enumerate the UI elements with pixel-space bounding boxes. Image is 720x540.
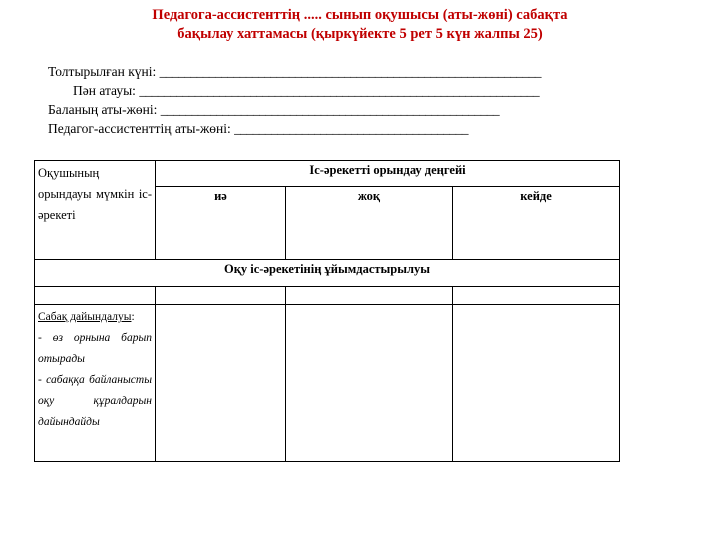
table-row bbox=[35, 287, 620, 305]
table-row bbox=[35, 305, 620, 462]
field-assistant-name bbox=[48, 119, 700, 138]
field-child-name bbox=[48, 100, 700, 119]
field-assistant-name-label: Педагог-ассистенттің аты-жөні: bbox=[48, 121, 231, 136]
spacer-cell-sometimes[interactable] bbox=[453, 287, 620, 305]
page-title bbox=[0, 0, 720, 44]
spacer-cell-yes[interactable] bbox=[156, 287, 286, 305]
header-level-group-label: Іс-әрекетті орындау деңгейі bbox=[156, 161, 620, 187]
list-item: - өз орнына барып отырады bbox=[38, 332, 152, 365]
field-subject-name-input-rule[interactable]: _________________________________________________________________ bbox=[139, 83, 540, 98]
title-line-2: бақылау хаттамасы (қыркүйекте 5 рет 5 күн жалпы 25) bbox=[177, 26, 543, 42]
header-left-column-label: Оқушының орындауы мүмкін іс-әрекеті bbox=[35, 161, 156, 260]
header-level-sometimes: кейде bbox=[453, 187, 620, 260]
cell-sometimes[interactable] bbox=[453, 305, 620, 462]
section-band-label: Оқу іс-әрекетінің ұйымдастырылуы bbox=[35, 260, 620, 287]
field-date-filled-label: Толтырылған күні: bbox=[48, 64, 157, 79]
field-subject-name-label: Пән атауы: bbox=[73, 83, 136, 98]
list-item: - сабаққа байланысты оқу құралдарын дайындайды bbox=[38, 374, 152, 428]
table-header-group-row bbox=[35, 161, 620, 187]
field-date-filled bbox=[48, 62, 700, 81]
row-lead-label: Сабақ дайындалуы bbox=[38, 311, 132, 323]
cell-yes[interactable] bbox=[156, 305, 286, 462]
field-child-name-label: Баланың аты-жөні: bbox=[48, 102, 158, 117]
row-label-cell bbox=[35, 305, 156, 462]
spacer-cell-left bbox=[35, 287, 156, 305]
table-section-band-row bbox=[35, 260, 620, 287]
field-child-name-input-rule[interactable]: _______________________________________________________ bbox=[160, 102, 500, 117]
field-subject-name bbox=[48, 81, 700, 100]
spacer-cell-no[interactable] bbox=[286, 287, 453, 305]
observation-table bbox=[34, 160, 620, 462]
header-level-yes: иә bbox=[156, 187, 286, 260]
observation-table-wrapper bbox=[0, 160, 720, 462]
form-fields bbox=[0, 62, 720, 138]
field-assistant-name-input-rule[interactable]: ______________________________________ bbox=[234, 121, 468, 136]
row-lead-suffix: : bbox=[131, 311, 135, 323]
title-line-1: Педагога-ассистенттің ..... сынып оқушысы (аты-жөні) сабақта bbox=[152, 7, 568, 23]
header-level-no: жоқ bbox=[286, 187, 453, 260]
field-date-filled-input-rule[interactable]: ______________________________________________________________ bbox=[159, 64, 541, 79]
cell-no[interactable] bbox=[286, 305, 453, 462]
